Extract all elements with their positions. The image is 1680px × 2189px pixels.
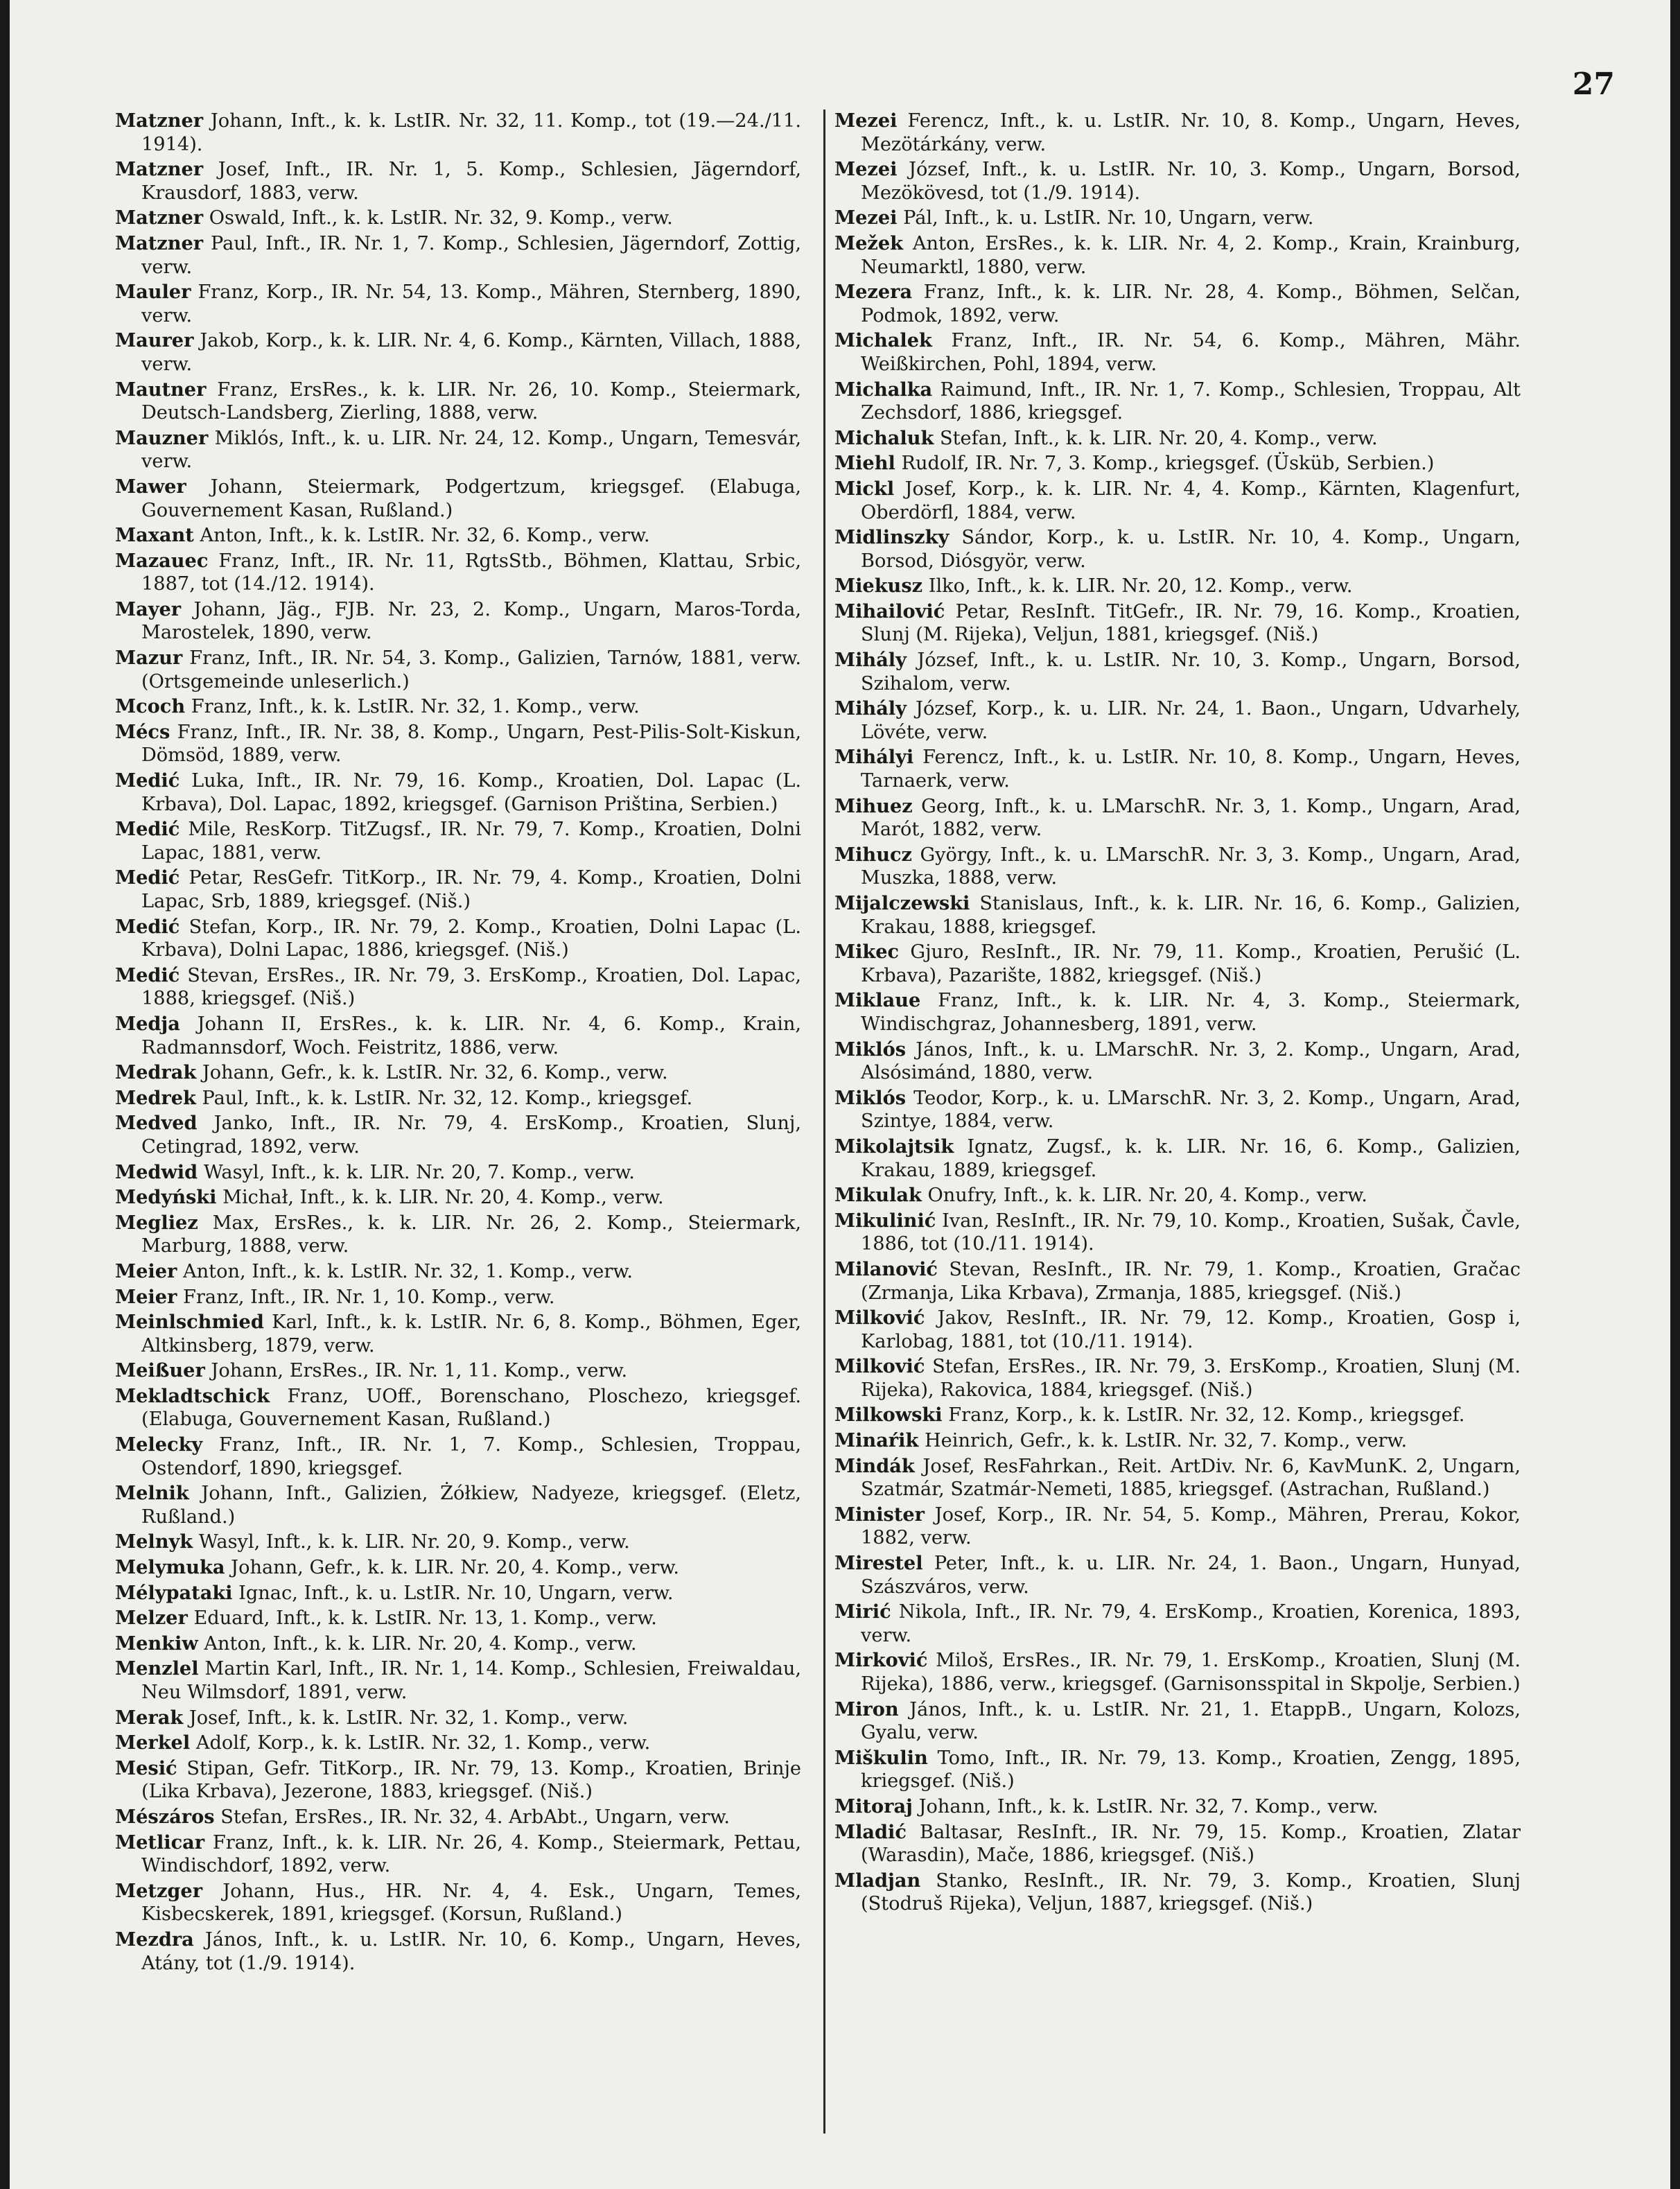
list-item: [834, 1307, 1521, 1353]
list-item: [115, 1212, 801, 1258]
entry-name: Mezera: [834, 281, 913, 304]
entry-name: Milkowski: [834, 1404, 943, 1427]
list-item: [834, 1184, 1521, 1207]
entry-name: Melnik: [115, 1482, 189, 1505]
list-item: [834, 1404, 1521, 1427]
list-item: [834, 281, 1521, 327]
list-item: [834, 1087, 1521, 1133]
entry-text: Georg, Inft., k. u. LMarschR. Nr. 3, 1. Komp., Ungarn, Arad, Marót, 1882, verw.: [861, 795, 1521, 841]
list-item: [115, 1530, 801, 1554]
entry-name: Mauler: [115, 281, 191, 304]
entry-name: Medić: [115, 963, 180, 986]
entry-text: Ivan, ResInft., IR. Nr. 79, 10. Komp., Kroatien, Sušak, Čavle, 1886, tot (10./11. 1914).: [861, 1210, 1521, 1255]
list-item: [834, 1455, 1521, 1501]
entry-name: Merak: [115, 1706, 184, 1729]
entry-name: Menkiw: [115, 1632, 198, 1655]
list-item: [834, 452, 1521, 476]
list-item: [115, 1707, 801, 1730]
list-item: [834, 1552, 1521, 1598]
entry-name: Milanović: [834, 1257, 938, 1280]
entry-name: Miekusz: [834, 575, 923, 598]
entry-name: Menzlel: [115, 1657, 199, 1680]
entry-text: Johann, Jäg., FJB. Nr. 23, 2. Komp., Ungarn, Maros-Torda, Marostelek, 1890, verw.: [141, 598, 801, 644]
entry-text: Wasyl, Inft., k. k. LIR. Nr. 20, 7. Komp., verw.: [203, 1161, 635, 1183]
list-item: [115, 1732, 801, 1755]
entry-text: Johann, Inft., k. k. LstIR. Nr. 32, 7. Komp., verw.: [918, 1795, 1379, 1817]
list-item: [115, 598, 801, 645]
list-item: [115, 769, 801, 816]
entry-text: Franz, Korp., IR. Nr. 54, 13. Komp., Mähren, Sternberg, 1890, verw.: [141, 281, 801, 326]
entry-text: Anton, ErsRes., k. k. LIR. Nr. 4, 2. Komp., Krain, Krainburg, Neumarktl, 1880, verw.: [861, 232, 1521, 278]
entry-text: Miklós, Inft., k. u. LIR. Nr. 24, 12. Komp., Ungarn, Temesvár, verw.: [141, 427, 801, 473]
entry-text: Johann, Gefr., k. k. LstIR. Nr. 32, 6. Komp., verw.: [202, 1062, 668, 1084]
entry-name: Matzner: [115, 232, 204, 254]
entry-name: Mirković: [834, 1649, 928, 1672]
entry-name: Michaluk: [834, 426, 934, 449]
entry-name: Mikolajtsik: [834, 1135, 954, 1158]
entry-name: Mihályi: [834, 746, 914, 769]
entry-text: Franz, Inft., IR. Nr. 1, 7. Komp., Schlesien, Troppau, Ostendorf, 1890, kriegsgef.: [141, 1434, 801, 1479]
list-item: [834, 649, 1521, 695]
list-item: [115, 647, 801, 693]
entry-name: Mélypataki: [115, 1581, 233, 1604]
list-item: [834, 892, 1521, 939]
entry-text: Mile, ResKorp. TitZugsf., IR. Nr. 79, 7. Komp., Kroatien, Dolni Lapac, 1881, verw.: [141, 819, 801, 864]
entry-name: Mawer: [115, 475, 186, 498]
list-item: [834, 1503, 1521, 1550]
entry-name: Medić: [115, 915, 180, 938]
list-item: [115, 1657, 801, 1704]
list-item: [115, 1186, 801, 1210]
entry-text: Michał, Inft., k. k. LIR. Nr. 20, 4. Komp., verw.: [222, 1187, 664, 1209]
entry-name: Mladić: [834, 1820, 907, 1843]
entry-name: Midlinszky: [834, 526, 950, 549]
entry-name: Miklós: [834, 1086, 907, 1109]
list-item: [834, 1869, 1521, 1916]
entry-text: János, Inft., k. u. LMarschR. Nr. 3, 2. Komp., Ungarn, Arad, Alsósimánd, 1880, verw.: [861, 1038, 1521, 1084]
entry-name: Mihály: [834, 649, 907, 672]
entry-text: Eduard, Inft., k. k. LstIR. Nr. 13, 1. Komp., verw.: [193, 1607, 657, 1630]
list-item: [115, 1286, 801, 1309]
right-column: [834, 110, 1521, 1918]
list-item: [115, 550, 801, 596]
list-item: [834, 941, 1521, 987]
entry-text: Josef, ResFahrkan., Reit. ArtDiv. Nr. 6, KavMunK. 2, Ungarn, Szatmár, Szatmár-Nemeti, 1885, kriegsgef. (Astrachan, Rußland.): [861, 1455, 1521, 1501]
entry-name: Mirestel: [834, 1552, 923, 1575]
entry-text: Onufry, Inft., k. k. LIR. Nr. 20, 4. Komp., verw.: [927, 1185, 1367, 1207]
entry-name: Medyński: [115, 1186, 217, 1209]
list-item: [834, 746, 1521, 792]
entry-name: Miklaue: [834, 989, 921, 1012]
list-item: [115, 1482, 801, 1528]
list-item: [115, 964, 801, 1011]
list-item: [834, 232, 1521, 279]
list-item: [115, 1359, 801, 1383]
document-page: [10, 0, 1670, 2189]
list-item: [834, 427, 1521, 451]
list-item: [115, 1757, 801, 1804]
entry-text: Martin Karl, Inft., IR. Nr. 1, 14. Komp., Schlesien, Freiwaldau, Neu Wilmsdorf, 1891, verw.: [141, 1658, 801, 1703]
list-item: [834, 1795, 1521, 1819]
entry-name: Medved: [115, 1112, 198, 1135]
entry-name: Medrak: [115, 1061, 197, 1084]
entry-name: Mécs: [115, 720, 170, 743]
list-item: [115, 916, 801, 962]
list-item: [115, 207, 801, 230]
entry-name: Mekladtschick: [115, 1384, 270, 1407]
entry-name: Mezei: [834, 110, 898, 132]
entry-name: Mladjan: [834, 1869, 921, 1892]
entry-name: Mazur: [115, 647, 183, 670]
list-item: [834, 1258, 1521, 1305]
entry-name: Matzner: [115, 110, 204, 132]
entry-text: Tomo, Inft., IR. Nr. 79, 13. Komp., Kroatien, Zengg, 1895, kriegsgef. (Niš.): [861, 1747, 1521, 1793]
entry-name: Matzner: [115, 207, 204, 229]
entry-name: Mikulinić: [834, 1209, 936, 1232]
entry-name: Mezei: [834, 158, 898, 181]
entry-name: Metlicar: [115, 1831, 205, 1854]
list-item: [115, 1260, 801, 1284]
list-item: [115, 866, 801, 913]
entry-name: Medić: [115, 818, 180, 841]
entry-text: Heinrich, Gefr., k. k. LstIR. Nr. 32, 7. Komp., verw.: [924, 1430, 1408, 1452]
list-item: [115, 1112, 801, 1158]
list-item: [115, 721, 801, 767]
entry-text: Franz, UOff., Borenschano, Ploschezo, kriegsgef. (Elabuga, Gouvernement Kasan, Rußland.): [141, 1385, 801, 1431]
entry-name: Mazauec: [115, 549, 209, 572]
entry-text: János, Inft., k. u. LstIR. Nr. 21, 1. EtappB., Ungarn, Kolozs, Gyalu, verw.: [861, 1698, 1521, 1744]
entry-text: György, Inft., k. u. LMarschR. Nr. 3, 3. Komp., Ungarn, Arad, Muszka, 1888, verw.: [861, 844, 1521, 889]
entry-text: Stevan, ErsRes., IR. Nr. 79, 3. ErsKomp., Kroatien, Dol. Lapac, 1888, kriegsgef. (Niš.): [141, 964, 801, 1010]
entry-text: Josef, Korp., k. k. LIR. Nr. 4, 4. Komp., Kärnten, Klagenfurt, Oberdörfl, 1884, verw.: [861, 478, 1521, 523]
entry-name: Meinlschmied: [115, 1311, 264, 1334]
entry-text: Luka, Inft., IR. Nr. 79, 16. Komp., Kroatien, Dol. Lapac (L. Krbava), Dol. Lapac, 1892, kriegsgef. (Garnison Priština, Serbien.): [141, 770, 801, 815]
entry-name: Melecky: [115, 1433, 203, 1456]
entry-name: Minister: [834, 1503, 925, 1526]
entry-name: Mitoraj: [834, 1795, 913, 1817]
entry-name: Mautner: [115, 378, 207, 401]
entry-text: Franz, Inft., IR. Nr. 1, 10. Komp., verw.: [183, 1286, 555, 1308]
entry-name: Milković: [834, 1355, 925, 1378]
list-item: [115, 695, 801, 719]
entry-text: Stipan, Gefr. TitKorp., IR. Nr. 79, 13. Komp., Kroatien, Brinje (Lika Krbava), Jezerone, 1883, kriegsgef. (Niš.): [141, 1757, 801, 1803]
entry-text: Johann, Hus., HR. Nr. 4, 4. Esk., Ungarn, Temes, Kisbecskerek, 1891, kriegsgef. (Korsun, Rußland.): [141, 1880, 801, 1926]
entry-name: Meißuer: [115, 1359, 205, 1382]
entry-text: Anton, Inft., k. k. LIR. Nr. 20, 4. Komp., verw.: [204, 1632, 637, 1655]
entry-text: József, Inft., k. u. LstIR. Nr. 10, 3. Komp., Ungarn, Borsod, Szihalom, verw.: [861, 649, 1521, 695]
entry-text: Franz, Korp., k. k. LstIR. Nr. 32, 12. Komp., kriegsgef.: [948, 1404, 1465, 1427]
list-item: [834, 795, 1521, 841]
entry-name: Mészáros: [115, 1805, 215, 1828]
list-item: [115, 524, 801, 548]
list-item: [115, 1582, 801, 1605]
list-item: [115, 281, 801, 327]
column-divider: [823, 110, 825, 2134]
entry-text: Josef, Korp., IR. Nr. 54, 5. Komp., Mähren, Prerau, Kokor, 1882, verw.: [861, 1503, 1521, 1549]
list-item: [115, 427, 801, 473]
list-item: [834, 329, 1521, 376]
entry-name: Mijalczewski: [834, 892, 970, 914]
list-item: [834, 1698, 1521, 1745]
entry-name: Mirić: [834, 1601, 891, 1623]
entry-text: Franz, Inft., IR. Nr. 38, 8. Komp., Ungarn, Pest-Pilis-Solt-Kiskun, Dömsöd, 1889, verw.: [141, 721, 801, 767]
entry-name: Mihailović: [834, 600, 945, 622]
list-item: [834, 478, 1521, 524]
list-item: [115, 1385, 801, 1431]
entry-name: Mesić: [115, 1756, 177, 1779]
entry-text: Stefan, Inft., k. k. LIR. Nr. 20, 4. Komp., verw.: [939, 427, 1378, 449]
entry-name: Michalek: [834, 329, 932, 352]
entry-text: Pál, Inft., k. u. LstIR. Nr. 10, Ungarn, verw.: [903, 207, 1314, 229]
entry-text: Teodor, Korp., k. u. LMarschR. Nr. 3, 2. Komp., Ungarn, Arad, Szintye, 1884, verw.: [861, 1087, 1521, 1133]
entry-text: Stefan, ErsRes., IR. Nr. 32, 4. ArbAbt., Ungarn, verw.: [220, 1806, 730, 1828]
left-column: [115, 110, 801, 1977]
entry-text: Ignatz, Zugsf., k. k. LIR. Nr. 16, 6. Komp., Galizien, Krakau, 1889, kriegsgef.: [861, 1135, 1521, 1181]
list-item: [115, 1161, 801, 1185]
entry-text: Stanislaus, Inft., k. k. LIR. Nr. 16, 6. Komp., Galizien, Krakau, 1888, kriegsgef.: [861, 893, 1521, 938]
entry-name: Mežek: [834, 232, 903, 254]
list-item: [834, 1821, 1521, 1867]
entry-text: Ferencz, Inft., k. u. LstIR. Nr. 10, 8. Komp., Ungarn, Heves, Tarnaerk, verw.: [861, 747, 1521, 792]
entry-text: Max, ErsRes., k. k. LIR. Nr. 26, 2. Komp., Steiermark, Marburg, 1888, verw.: [141, 1212, 801, 1257]
entry-text: Jakob, Korp., k. k. LIR. Nr. 4, 6. Komp., Kärnten, Villach, 1888, verw.: [141, 330, 801, 375]
entry-text: Baltasar, ResInft., IR. Nr. 79, 15. Komp., Kroatien, Zlatar (Warasdin), Mače, 1886, kriegsgef. (Niš.): [861, 1821, 1521, 1867]
entry-name: Miehl: [834, 452, 895, 475]
list-item: [115, 1632, 801, 1656]
list-item: [115, 1928, 801, 1975]
entry-name: Michalka: [834, 378, 933, 401]
list-item: [834, 110, 1521, 156]
entry-name: Mayer: [115, 598, 182, 620]
entry-text: Anton, Inft., k. k. LstIR. Nr. 32, 1. Komp., verw.: [183, 1260, 633, 1282]
list-item: [115, 1806, 801, 1829]
entry-text: Ilko, Inft., k. k. LIR. Nr. 20, 12. Komp., verw.: [928, 575, 1353, 598]
entry-text: Ignac, Inft., k. u. LstIR. Nr. 10, Ungarn, verw.: [238, 1582, 674, 1604]
entry-name: Mikec: [834, 941, 900, 963]
entry-text: Franz, Inft., k. k. LstIR. Nr. 32, 1. Komp., verw.: [191, 696, 640, 718]
list-item: [115, 818, 801, 864]
entry-text: Karl, Inft., k. k. LstIR. Nr. 6, 8. Komp., Böhmen, Eger, Altkinsberg, 1879, verw.: [141, 1311, 801, 1357]
list-item: [834, 158, 1521, 204]
entry-name: Mcoch: [115, 695, 186, 718]
entry-name: Mihály: [834, 697, 907, 720]
list-item: [115, 158, 801, 204]
entry-name: Miklós: [834, 1038, 907, 1061]
entry-name: Melnyk: [115, 1530, 193, 1553]
entry-text: Nikola, Inft., IR. Nr. 79, 4. ErsKomp., Kroatien, Korenica, 1893, verw.: [861, 1601, 1521, 1646]
entry-text: Josef, Inft., k. k. LstIR. Nr. 32, 1. Komp., verw.: [189, 1707, 629, 1729]
list-item: [834, 207, 1521, 230]
entry-name: Mikulak: [834, 1184, 922, 1207]
list-item: [115, 1433, 801, 1480]
entry-text: Miloš, ErsRes., IR. Nr. 79, 1. ErsKomp., Kroatien, Slunj (M. Rijeka), 1886, verw., kriegsgef. (Garnisonsspital in Skpolje, Serbien.): [861, 1650, 1521, 1695]
entry-text: Peter, Inft., k. u. LIR. Nr. 24, 1. Baon., Ungarn, Hunyad, Szászváros, verw.: [861, 1553, 1521, 1598]
entry-text: Anton, Inft., k. k. LstIR. Nr. 32, 6. Komp., verw.: [200, 525, 650, 547]
list-item: [834, 1210, 1521, 1256]
list-item: [115, 232, 801, 279]
list-item: [115, 1013, 801, 1059]
entry-name: Melymuka: [115, 1556, 225, 1579]
entry-name: Mihuez: [834, 794, 913, 817]
list-item: [115, 476, 801, 522]
entry-text: Paul, Inft., k. k. LstIR. Nr. 32, 12. Komp., kriegsgef.: [202, 1087, 693, 1109]
entry-text: Franz, ErsRes., k. k. LIR. Nr. 26, 10. Komp., Steiermark, Deutsch-Landsberg, Zierling, 1888, verw.: [141, 378, 801, 424]
entry-text: Johann, Steiermark, Podgertzum, kriegsgef. (Elabuga, Gouvernement Kasan, Rußland.): [141, 476, 801, 521]
page-number: 27: [1572, 67, 1615, 102]
entry-text: Sándor, Korp., k. u. LstIR. Nr. 10, 4. Komp., Ungarn, Borsod, Diósgyör, verw.: [861, 527, 1521, 572]
list-item: [115, 329, 801, 376]
list-item: [834, 1601, 1521, 1647]
entry-text: Stevan, ResInft., IR. Nr. 79, 1. Komp., Kroatien, Gračac (Zrmanja, Lika Krbava), Zrmanja, 1885, kriegsgef. (Niš.): [861, 1258, 1521, 1304]
list-item: [834, 1747, 1521, 1793]
entry-name: Mindák: [834, 1454, 915, 1477]
entry-text: Josef, Inft., IR. Nr. 1, 5. Komp., Schlesien, Jägerndorf, Krausdorf, 1883, verw.: [141, 159, 801, 204]
entry-text: Gjuro, ResInft., IR. Nr. 79, 11. Komp., Kroatien, Perušić (L. Krbava), Pazarište, 1882, kriegsgef. (Niš.): [861, 941, 1521, 986]
entry-text: Johann, Inft., k. k. LstIR. Nr. 32, 11. Komp., tot (19.—24./11. 1914).: [141, 110, 801, 155]
list-item: [834, 378, 1521, 425]
entry-name: Maxant: [115, 524, 194, 547]
entry-name: Meier: [115, 1285, 177, 1308]
entry-text: József, Inft., k. u. LstIR. Nr. 10, 3. Komp., Ungarn, Borsod, Mezökövesd, tot (1./9. 1914).: [861, 159, 1521, 204]
entry-text: Franz, Inft., k. k. LIR. Nr. 4, 3. Komp., Steiermark, Windischgraz, Johannesberg, 1891, verw.: [861, 990, 1521, 1035]
entry-text: Franz, Inft., IR. Nr. 54, 6. Komp., Mähren, Mähr. Weißkirchen, Pohl, 1894, verw.: [861, 330, 1521, 375]
entry-name: Meier: [115, 1259, 177, 1282]
entry-text: Petar, ResGefr. TitKorp., IR. Nr. 79, 4. Komp., Kroatien, Dolni Lapac, Srb, 1889, kriegsgef. (Niš.): [141, 867, 801, 912]
entry-text: Paul, Inft., IR. Nr. 1, 7. Komp., Schlesien, Jägerndorf, Zottig, verw.: [141, 232, 801, 278]
list-item: [115, 1880, 801, 1926]
entry-text: Wasyl, Inft., k. k. LIR. Nr. 20, 9. Komp., verw.: [198, 1531, 630, 1553]
entry-name: Medić: [115, 769, 180, 792]
entry-name: Medwid: [115, 1160, 198, 1183]
entry-name: Mickl: [834, 477, 895, 500]
entry-text: Ferencz, Inft., k. u. LstIR. Nr. 10, 8. Komp., Ungarn, Heves, Mezötárkány, verw.: [861, 110, 1521, 155]
entry-text: Petar, ResInft. TitGefr., IR. Nr. 79, 16. Komp., Kroatien, Slunj (M. Rijeka), Veljun, 1881, kriegsgef. (Niš.): [861, 600, 1521, 646]
entry-text: Adolf, Korp., k. k. LstIR. Nr. 32, 1. Komp., verw.: [195, 1732, 651, 1754]
entry-text: Johann, Gefr., k. k. LIR. Nr. 20, 4. Komp., verw.: [231, 1557, 680, 1579]
list-item: [115, 378, 801, 425]
list-item: [115, 110, 801, 156]
list-item: [834, 844, 1521, 890]
entry-name: Mauzner: [115, 426, 209, 449]
entry-text: Franz, Inft., k. k. LIR. Nr. 26, 4. Komp., Steiermark, Pettau, Windischdorf, 1892, verw.: [141, 1831, 801, 1877]
entry-text: János, Inft., k. u. LstIR. Nr. 10, 6. Komp., Ungarn, Heves, Atány, tot (1./9. 1914).: [141, 1928, 801, 1974]
entry-text: Franz, Inft., k. k. LIR. Nr. 28, 4. Komp., Böhmen, Selčan, Podmok, 1892, verw.: [861, 281, 1521, 326]
list-item: [834, 1135, 1521, 1182]
list-item: [115, 1607, 801, 1630]
list-item: [834, 1429, 1521, 1453]
entry-name: Mezei: [834, 207, 898, 229]
entry-text: József, Korp., k. u. LIR. Nr. 24, 1. Baon., Ungarn, Udvarhely, Lövéte, verw.: [861, 698, 1521, 743]
entry-text: Franz, Inft., IR. Nr. 11, RgtsStb., Böhmen, Klattau, Srbic, 1887, tot (14./12. 1914).: [141, 550, 801, 595]
entry-text: Franz, Inft., IR. Nr. 54, 3. Komp., Galizien, Tarnów, 1881, verw. (Ortsgemeinde unleserlich.): [141, 647, 801, 692]
entry-name: Minaŕik: [834, 1429, 919, 1452]
list-item: [834, 526, 1521, 573]
list-item: [834, 575, 1521, 598]
entry-name: Medrek: [115, 1086, 196, 1109]
entry-text: Johann II, ErsRes., k. k. LIR. Nr. 4, 6. Komp., Krain, Radmannsdorf, Woch. Feistritz, 1886, verw.: [141, 1013, 801, 1058]
entry-name: Metzger: [115, 1879, 203, 1902]
entry-text: Stanko, ResInft., IR. Nr. 79, 3. Komp., Kroatien, Slunj (Stodruš Rijeka), Veljun, 1887, kriegsgef. (Niš.): [861, 1869, 1521, 1915]
entry-name: Merkel: [115, 1732, 191, 1754]
list-item: [834, 600, 1521, 647]
list-item: [115, 1556, 801, 1580]
entry-name: Maurer: [115, 329, 194, 352]
entry-text: Raimund, Inft., IR. Nr. 1, 7. Komp., Schlesien, Troppau, Alt Zechsdorf, 1886, kriegsgef.: [861, 378, 1521, 424]
list-item: [834, 1649, 1521, 1695]
list-item: [834, 1355, 1521, 1402]
list-item: [115, 1831, 801, 1878]
entry-text: Janko, Inft., IR. Nr. 79, 4. ErsKomp., Kroatien, Slunj, Cetingrad, 1892, verw.: [141, 1113, 801, 1158]
entry-name: Melzer: [115, 1607, 188, 1630]
entry-name: Miron: [834, 1698, 899, 1720]
entry-name: Mihucz: [834, 843, 912, 866]
entry-name: Medić: [115, 866, 180, 889]
entry-name: Matzner: [115, 158, 204, 181]
entry-text: Stefan, Korp., IR. Nr. 79, 2. Komp., Kroatien, Dolni Lapac (L. Krbava), Dolni Lapac, 1886, kriegsgef. (Niš.): [141, 916, 801, 961]
entry-text: Rudolf, IR. Nr. 7, 3. Komp., kriegsgef. (Üsküb, Serbien.): [901, 453, 1435, 475]
list-item: [834, 697, 1521, 744]
entry-name: Milković: [834, 1307, 925, 1329]
entry-name: Medja: [115, 1012, 180, 1035]
entry-text: Johann, Inft., Galizien, Żółkiew, Nadyeze, kriegsgef. (Eletz, Rußland.): [141, 1483, 801, 1528]
list-item: [115, 1311, 801, 1357]
list-item: [834, 989, 1521, 1036]
entry-name: Megliez: [115, 1211, 198, 1234]
entry-text: Jakov, ResInft., IR. Nr. 79, 12. Komp., Kroatien, Gosp i, Karlobag, 1881, tot (10./11. 1914).: [861, 1307, 1521, 1352]
entry-text: Stefan, ErsRes., IR. Nr. 79, 3. ErsKomp., Kroatien, Slunj (M. Rijeka), Rakovica, 1884, kriegsgef. (Niš.): [861, 1356, 1521, 1401]
entry-name: Mezdra: [115, 1928, 194, 1951]
list-item: [115, 1061, 801, 1085]
entry-name: Miškulin: [834, 1746, 928, 1769]
list-item: [115, 1087, 801, 1110]
list-item: [834, 1038, 1521, 1085]
entry-text: Johann, ErsRes., IR. Nr. 1, 11. Komp., verw.: [211, 1360, 628, 1382]
entry-text: Oswald, Inft., k. k. LstIR. Nr. 32, 9. Komp., verw.: [209, 207, 673, 229]
